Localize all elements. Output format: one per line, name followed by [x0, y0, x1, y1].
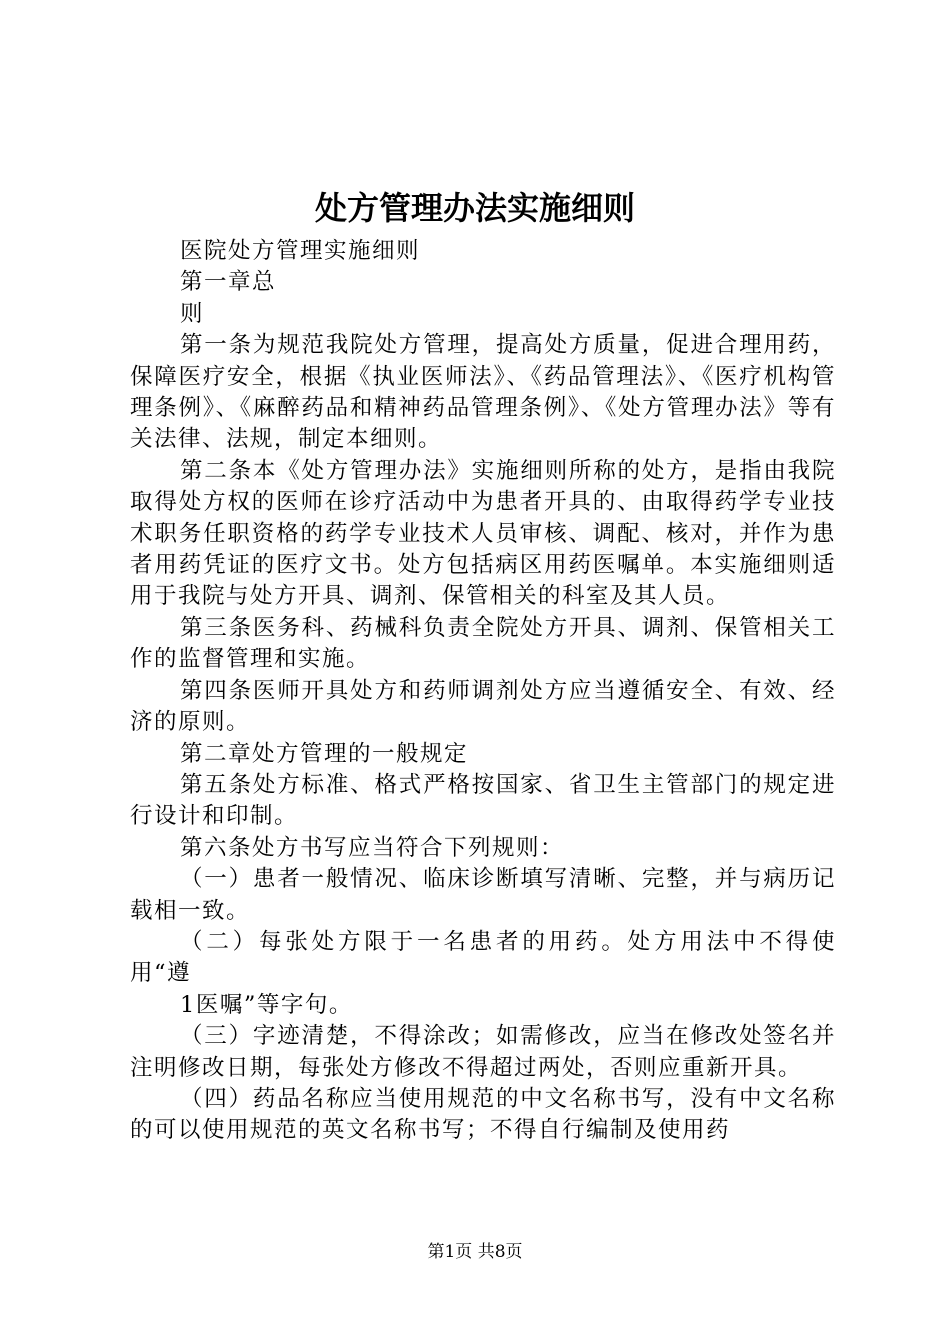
article-2-paragraph: 第二条本《处方管理办法》实施细则所称的处方，是指由我院取得处方权的医师在诊疗活动中为患者开具的、由取得药学专业技术职务任职资格的药学专业技术人员审核、调配、核对，并作为患者用药凭证的医疗文书。处方包括病区用药医嘱单。本实施细则适用于我院与处方开具、调剂、保管相关的科室及其人员。: [130, 457, 836, 610]
chapter-heading: 第一章总: [180, 269, 277, 296]
subtitle-paragraph: 医院处方管理实施细则: [180, 238, 421, 264]
article-6-paragraph: 第六条处方书写应当符合下列规则：: [180, 834, 565, 861]
article-5-paragraph: 第五条处方标准、格式严格按国家、省卫生主管部门的规定进行设计和印制。: [130, 771, 836, 830]
rule-2-paragraph: （二）每张处方限于一名患者的用药。处方用法中不得使用“遵: [130, 928, 836, 987]
document-body: [130, 236, 836, 1147]
chapter-heading-continued: 则: [180, 300, 205, 327]
document-title: 处方管理办法实施细则: [314, 189, 635, 227]
rule-2-continued-paragraph: 1医嘱”等字句。: [180, 991, 353, 1018]
page-footer: 第1页 共8页: [427, 1242, 523, 1262]
chapter-2-heading: 第二章处方管理的一般规定: [180, 740, 469, 767]
article-4-paragraph: 第四条医师开具处方和药师调剂处方应当遵循安全、有效、经济的原则。: [130, 677, 836, 736]
rule-4-paragraph: （四）药品名称应当使用规范的中文名称书写，没有中文名称的可以使用规范的英文名称书写；不得自行编制及使用药: [130, 1085, 836, 1144]
rule-1-paragraph: （一）患者一般情况、临床诊断填写清晰、完整，并与病历记载相一致。: [130, 866, 836, 924]
article-3-paragraph: 第三条医务科、药械科负责全院处方开具、调剂、保管相关工作的监督管理和实施。: [130, 614, 836, 673]
article-1-paragraph: 第一条为规范我院处方管理，提高处方质量，促进合理用药，保障医疗安全，根据《执业医师法》、《药品管理法》、《医疗机构管理条例》、《麻醉药品和精神药品管理条例》、《处方管理办法》等有关法律、法规，制定本细则。: [130, 332, 836, 453]
rule-3-paragraph: （三）字迹清楚，不得涂改；如需修改，应当在修改处签名并注明修改日期，每张处方修改不得超过两处，否则应重新开具。: [130, 1023, 836, 1081]
